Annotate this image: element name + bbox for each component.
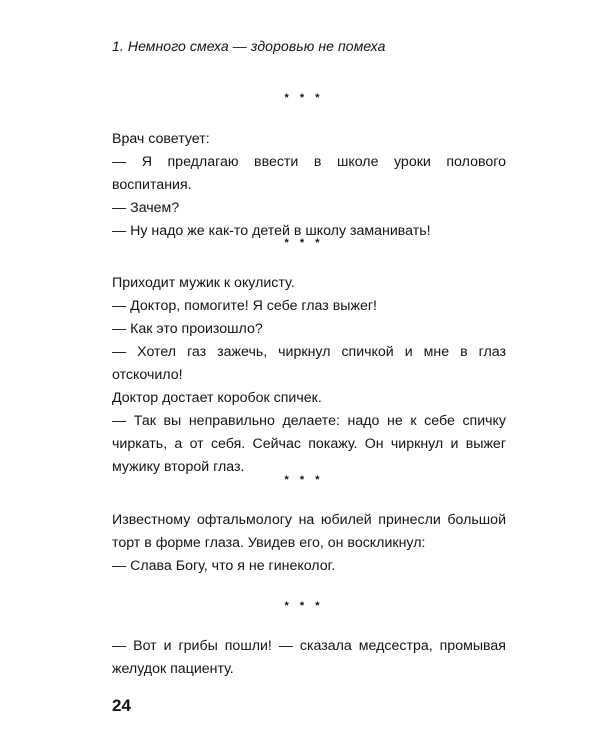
joke-line: Доктор достает коробок спичек.	[112, 390, 322, 406]
section-separator: * * *	[284, 474, 324, 486]
joke-line: — Я предлагаю ввести в школе уроки полового воспитания.	[112, 154, 506, 193]
section-separator: * * *	[284, 237, 324, 249]
page-number: 24	[112, 696, 131, 715]
joke-line: Приходит мужик к окулисту.	[112, 275, 295, 291]
joke-line: Известному офтальмологу на юбилей принесли большой торт в форме глаза. Увидев его, он воскликнул:	[112, 512, 506, 551]
joke-line: — Ну надо же как-то детей в школу заманивать!	[112, 223, 431, 239]
section-separator: * * *	[284, 600, 324, 612]
joke-line: — Так вы неправильно делаете: надо не к себе спичку чиркать, а от себя. Сейчас покажу. Он чиркнул и выжег мужику второй глаз.	[112, 413, 506, 475]
joke-line: Врач советует:	[112, 131, 210, 147]
joke-4	[112, 635, 506, 681]
joke-line: — Зачем?	[112, 200, 180, 216]
running-header: 1. Немного смеха — здоровью не помеха	[112, 38, 386, 54]
joke-line: — Слава Богу, что я не гинеколог.	[112, 558, 336, 574]
section-separator: * * *	[284, 92, 324, 104]
joke-line: — Как это произошло?	[112, 321, 263, 337]
joke-1	[112, 128, 506, 243]
joke-line: — Вот и грибы пошли! — сказала медсестра, промывая желудок пациенту.	[112, 638, 506, 677]
joke-line: — Доктор, помогите! Я себе глаз выжег!	[112, 298, 377, 314]
joke-3	[112, 509, 506, 578]
joke-2	[112, 272, 506, 479]
joke-line: — Хотел газ зажечь, чиркнул спичкой и мне в глаз отскочило!	[112, 344, 506, 383]
